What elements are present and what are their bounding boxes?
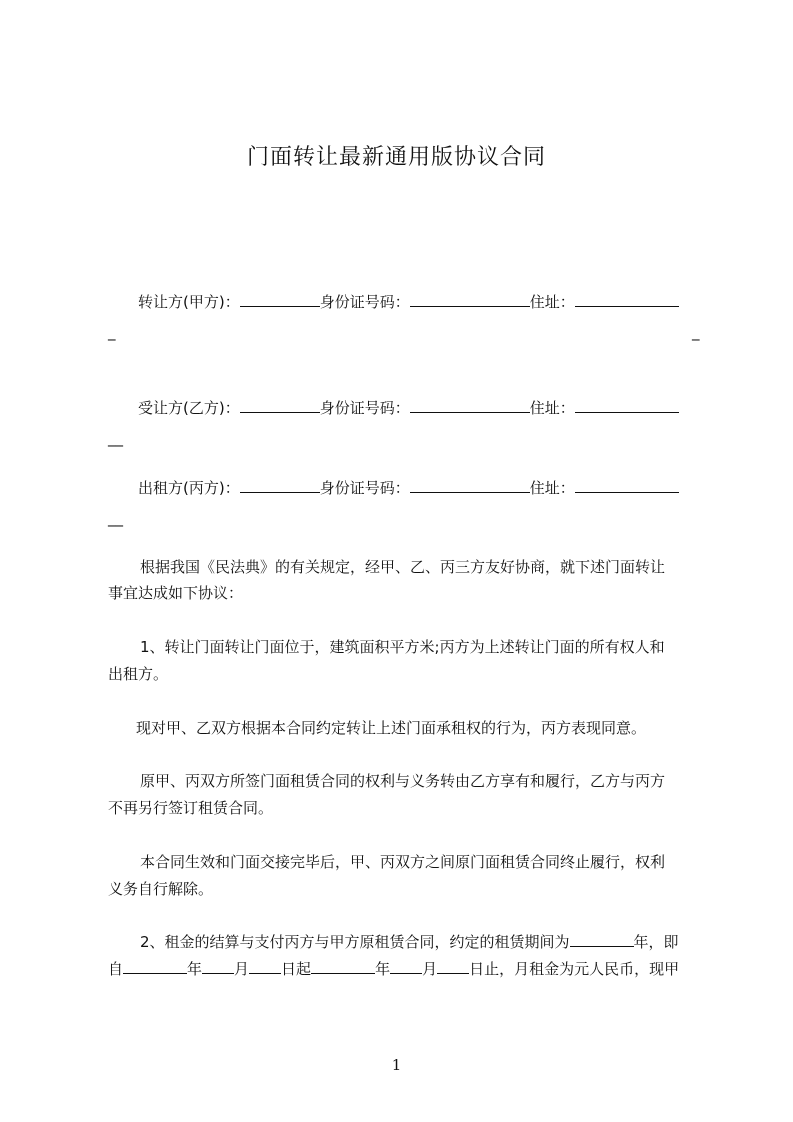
address-label: 住址： xyxy=(529,479,575,497)
term-years-blank xyxy=(570,932,634,947)
month-label: 月 xyxy=(422,960,438,978)
year-label: 年 xyxy=(187,960,203,978)
intro-line-2: 事宜达成如下协议： xyxy=(108,584,244,602)
party-label: 受让方(乙方)： xyxy=(138,399,240,417)
day-end-label: 日止，月租金为元人民币，现甲 xyxy=(469,960,680,978)
party-tail-left: _ xyxy=(108,323,116,341)
name-blank xyxy=(240,292,320,307)
id-label: 身份证号码： xyxy=(319,399,410,417)
party-label: 转让方(甲方)： xyxy=(138,293,240,311)
clause-1-line-2: 出租方。 xyxy=(108,665,169,683)
address-label: 住址： xyxy=(529,293,575,311)
end-year-blank xyxy=(311,959,375,974)
address-blank xyxy=(575,292,679,307)
start-year-blank xyxy=(123,959,187,974)
party-tail-left: __ xyxy=(108,429,123,447)
paragraph-consent: 现对甲、乙双方根据本合同约定转让上述门面承租权的行为，丙方表现同意。 xyxy=(136,719,647,737)
document-title: 门面转让最新通用版协议合同 xyxy=(246,145,546,170)
clause-2-prefix: 2、租金的结算与支付丙方与甲方原租赁合同，约定的租赁期间为 xyxy=(140,933,570,951)
paragraph-c-line-1: 本合同生效和门面交接完毕后，甲、丙双方之间原门面租赁合同终止履行，权利 xyxy=(140,853,666,871)
party-tail-right: _ xyxy=(692,323,700,341)
id-label: 身份证号码： xyxy=(319,293,410,311)
id-blank xyxy=(410,292,530,307)
id-blank xyxy=(410,478,530,493)
address-blank xyxy=(575,398,679,413)
paragraph-c-line-2: 义务自行解除。 xyxy=(108,880,214,898)
day-label: 日起 xyxy=(281,960,312,978)
end-month-blank xyxy=(390,959,422,974)
address-label: 住址： xyxy=(529,399,575,417)
start-month-blank xyxy=(202,959,234,974)
name-blank xyxy=(240,398,320,413)
party-row-lessor xyxy=(138,478,679,498)
month-label: 月 xyxy=(234,960,250,978)
address-blank xyxy=(575,478,679,493)
start-day-blank xyxy=(249,959,281,974)
clause-2-line-1 xyxy=(140,932,679,952)
from-label: 自 xyxy=(108,960,124,978)
page-number: 1 xyxy=(391,1056,402,1074)
id-blank xyxy=(410,398,530,413)
clause-2-line-2 xyxy=(108,959,679,979)
intro-line-1: 根据我国《民法典》的有关规定，经甲、乙、丙三方友好协商，就下述门面转让 xyxy=(140,558,666,576)
id-label: 身份证号码： xyxy=(319,479,410,497)
party-row-transferee xyxy=(138,398,679,418)
paragraph-b-line-2: 不再另行签订租赁合同。 xyxy=(108,799,274,817)
name-blank xyxy=(240,478,320,493)
party-tail-left: __ xyxy=(108,509,123,527)
paragraph-b-line-1: 原甲、丙双方所签门面租赁合同的权利与义务转由乙方享有和履行，乙方与丙方 xyxy=(140,772,666,790)
clause-1-line-1: 1、转让门面转让门面位于，建筑面积平方米;丙方为上述转让门面的所有权人和 xyxy=(140,638,665,656)
party-label: 出租方(丙方)： xyxy=(138,479,240,497)
end-day-blank xyxy=(437,959,469,974)
year-label: 年，即 xyxy=(633,933,679,951)
party-row-transferor xyxy=(138,292,679,312)
year-label: 年 xyxy=(375,960,391,978)
